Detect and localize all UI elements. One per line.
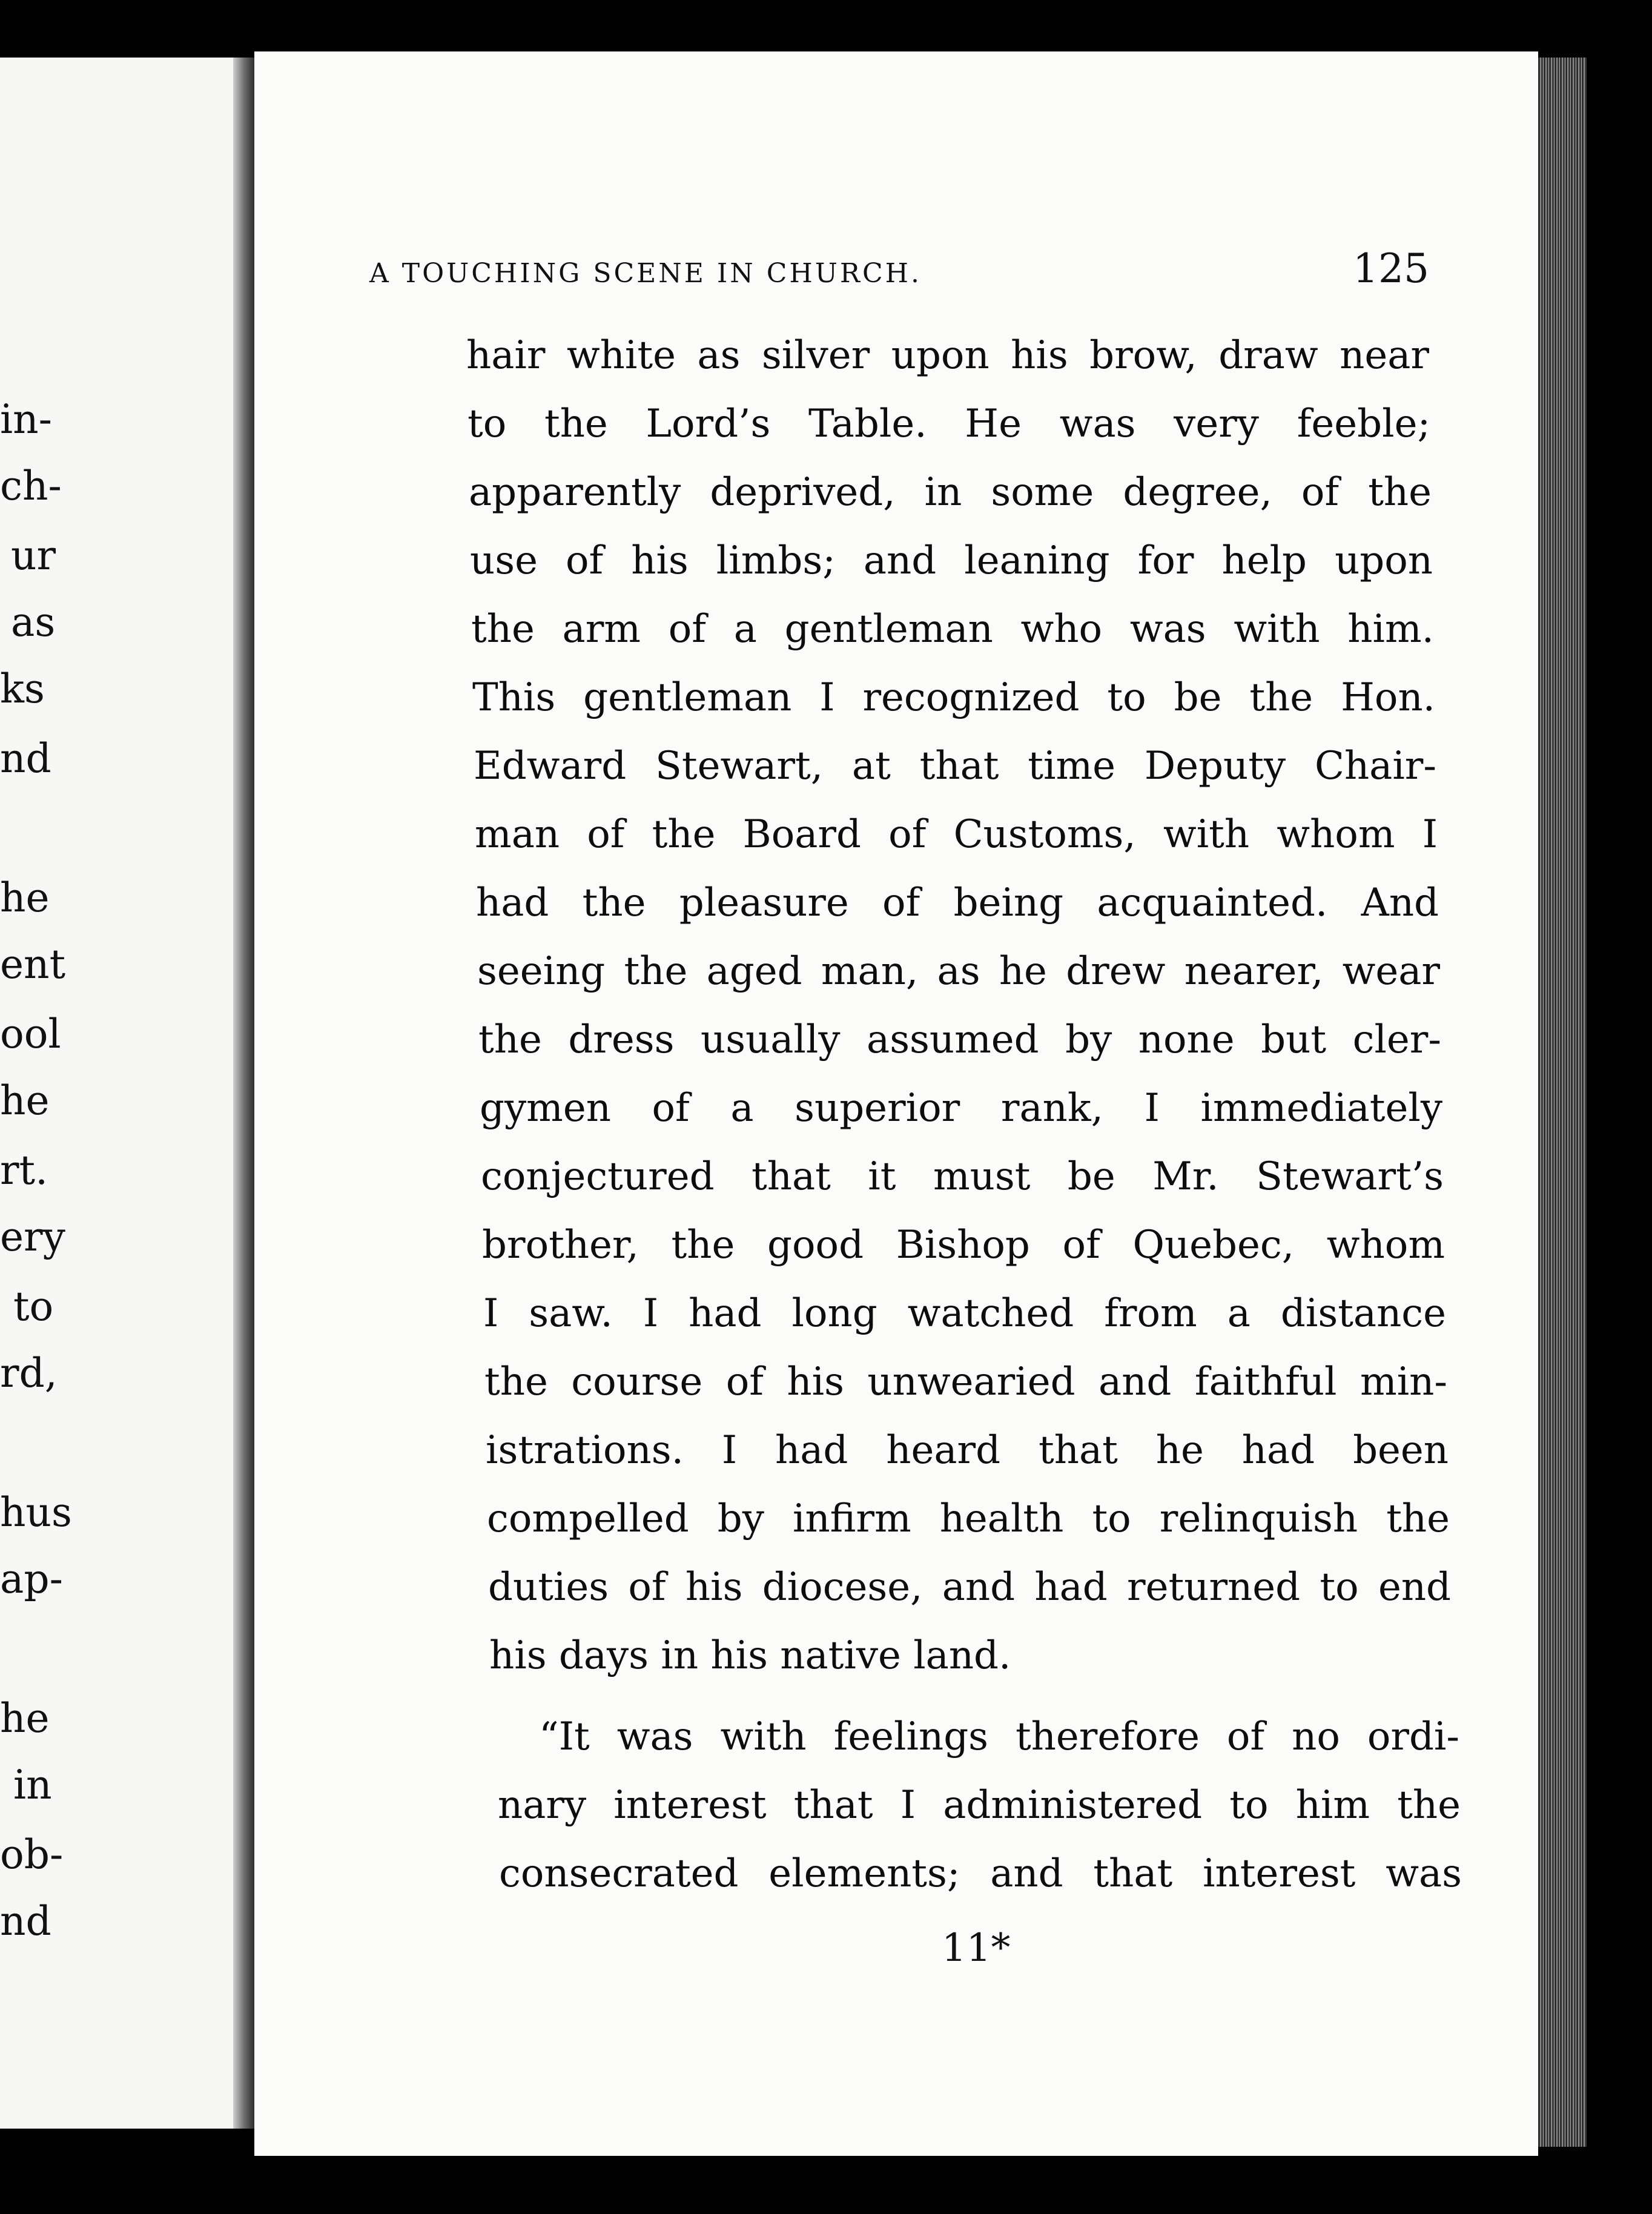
left-line-fragment: rt.	[0, 1147, 48, 1194]
body-line: nary interest that I administered to him the	[498, 1783, 1461, 1828]
body-line: apparently deprived, in some degree, of the	[469, 470, 1432, 515]
left-line-fragment: he	[0, 1077, 50, 1124]
page-number: 125	[1353, 245, 1429, 292]
left-line-fragment: ch-	[0, 463, 62, 509]
body-line: consecrated elements; and that interest was	[499, 1851, 1462, 1896]
body-line: man of the Board of Customs, with whom I	[475, 812, 1438, 857]
book-gutter	[233, 58, 257, 2129]
body-line: the course of his unwearied and faithful min-	[484, 1360, 1447, 1404]
body-line: brother, the good Bishop of Quebec, whom	[482, 1223, 1445, 1267]
body-line: use of his limbs; and leaning for help upon	[470, 538, 1433, 583]
left-line-fragment: ool	[0, 1011, 61, 1057]
signature-mark: 11*	[942, 1926, 1011, 1971]
left-line-fragment: in	[13, 1762, 52, 1808]
body-line: seeing the aged man, as he drew nearer, wear	[477, 949, 1440, 994]
body-line: istrations. I had heard that he had been	[486, 1428, 1449, 1473]
left-line-fragment: ery	[0, 1214, 65, 1260]
left-line-fragment: ent	[0, 941, 66, 988]
left-line-fragment: rd,	[0, 1350, 58, 1396]
body-line: to the Lord’s Table. He was very feeble;	[468, 401, 1430, 446]
left-line-fragment: ap-	[0, 1556, 63, 1602]
left-line-fragment: ur	[11, 532, 56, 579]
body-line: “It was with feelings therefore of no ordi-	[539, 1714, 1459, 1759]
body-line: had the pleasure of being acquainted. And	[476, 881, 1439, 925]
page-edge-stack	[1538, 58, 1587, 2147]
left-line-fragment: to	[13, 1283, 54, 1330]
left-line-fragment: nd	[0, 735, 51, 782]
body-line: the dress usually assumed by none but cler-	[478, 1017, 1441, 1062]
running-head	[369, 245, 1429, 292]
running-title: A TOUCHING SCENE IN CHURCH.	[369, 258, 922, 289]
left-line-fragment: he	[0, 874, 50, 921]
left-line-fragment: as	[11, 599, 56, 646]
body-line: duties of his diocese, and had returned to end	[488, 1565, 1451, 1610]
body-line: I saw. I had long watched from a distance	[483, 1291, 1446, 1336]
left-line-fragment: ks	[0, 666, 45, 712]
left-line-fragment: ob-	[0, 1831, 64, 1878]
left-page	[0, 58, 233, 2129]
body-line: gymen of a superior rank, I immediately	[480, 1086, 1442, 1131]
left-line-fragment: he	[0, 1695, 50, 1742]
body-line: the arm of a gentleman who was with him.	[471, 607, 1434, 652]
body-line: conjectured that it must be Mr. Stewart’s	[481, 1154, 1444, 1199]
left-line-fragment: in-	[0, 396, 52, 443]
body-line-last: his days in his native land.	[489, 1633, 1011, 1678]
body-line: This gentleman I recognized to be the Hon.	[472, 675, 1435, 720]
body-line: Edward Stewart, at that time Deputy Chair-	[474, 744, 1436, 788]
left-line-fragment: hus	[0, 1489, 72, 1536]
body-line: hair white as silver upon his brow, draw near	[466, 333, 1429, 378]
body-line: compelled by infirm health to relinquish the	[487, 1496, 1450, 1541]
left-line-fragment: nd	[0, 1898, 51, 1945]
